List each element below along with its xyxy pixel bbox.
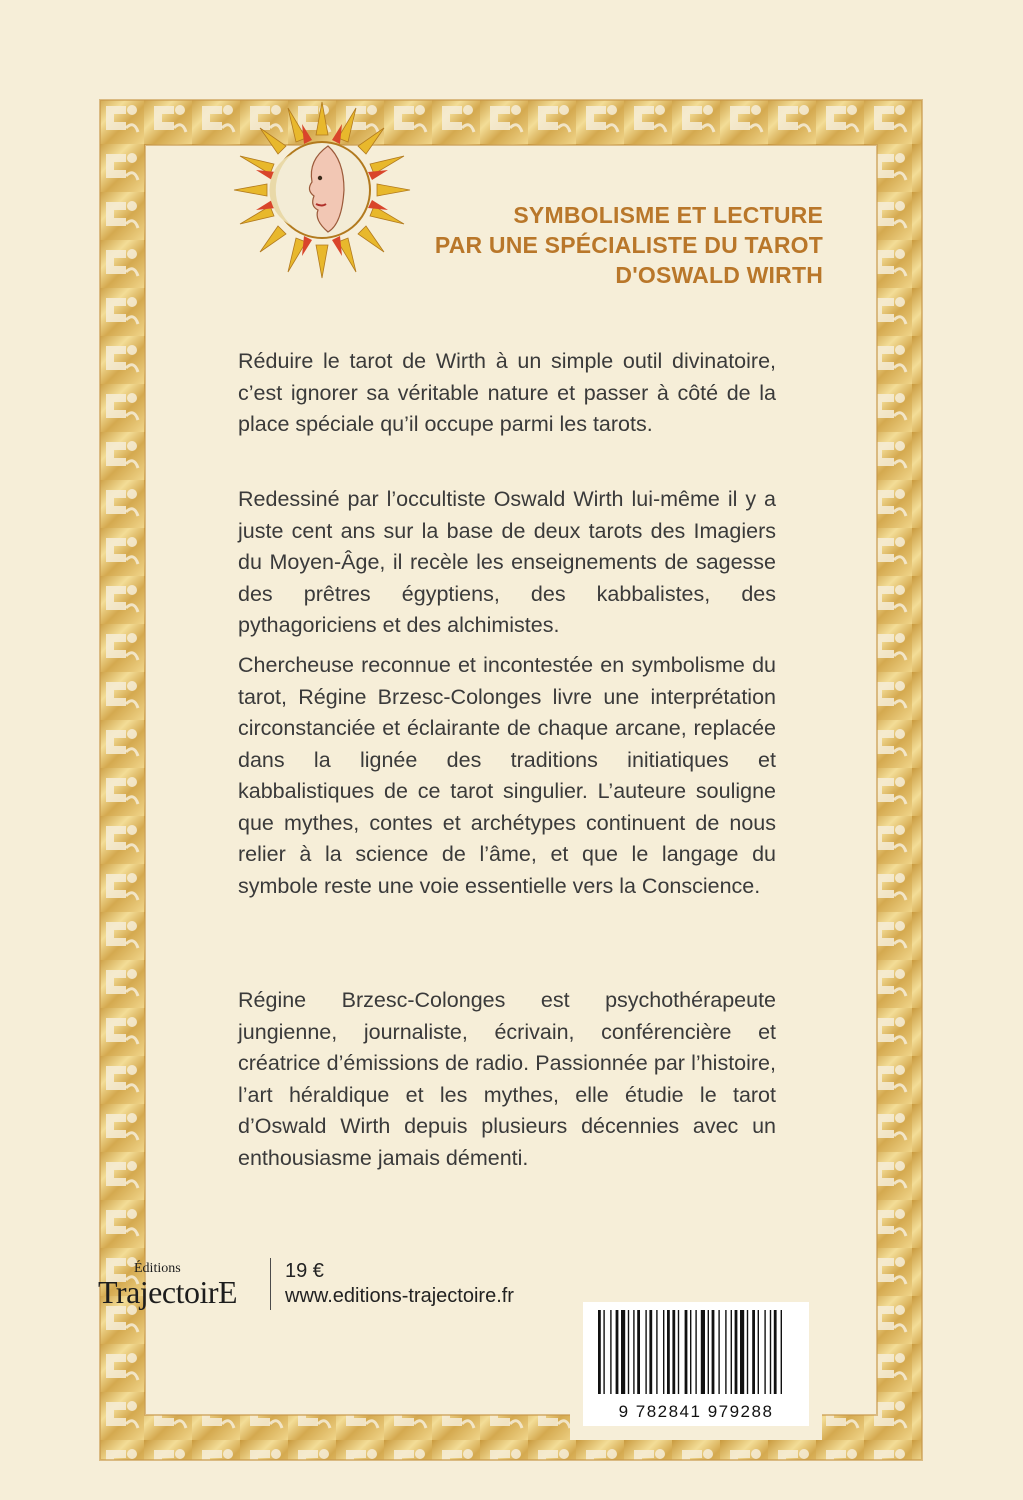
paragraph-text: Redessiné par l’occultiste Oswald Wirth lui-même il y a juste cent ans sur la base de deux tarots des Imagiers du Moyen-Âge, il recèle les enseignements de sagesse des prêtres égyptiens, des kabbalistes, des pythagoriciens et des alchimistes. — [238, 487, 776, 637]
barcode-bar — [685, 1310, 688, 1394]
barcode-bar — [764, 1310, 765, 1394]
barcode-bar — [616, 1310, 619, 1394]
barcode-bar — [781, 1310, 782, 1394]
barcode-bar — [747, 1310, 748, 1394]
barcode-bar — [649, 1310, 652, 1394]
barcode-bar — [678, 1310, 679, 1394]
isbn-number: 9 782841 979288 — [618, 1402, 774, 1421]
publisher-label: Éditions — [134, 1261, 181, 1276]
paragraph-history — [238, 484, 776, 654]
barcode-bar — [667, 1310, 670, 1394]
barcode-bar — [603, 1310, 604, 1394]
divider — [270, 1258, 271, 1310]
barcode-bar — [663, 1310, 664, 1394]
barcode-bar — [610, 1310, 611, 1394]
barcode-bar — [735, 1310, 738, 1394]
barcode-bar — [718, 1310, 719, 1394]
headline-line-1: SYMBOLISME ET LECTURE — [513, 202, 823, 228]
barcode-bar — [695, 1310, 696, 1394]
headline — [303, 200, 823, 290]
barcode-bar — [731, 1310, 732, 1394]
barcode-bar — [598, 1310, 601, 1394]
barcode-bar — [701, 1310, 705, 1394]
barcode-bar — [758, 1310, 759, 1394]
barcode-bar — [752, 1310, 755, 1394]
barcode — [583, 1302, 809, 1426]
barcode-bar — [656, 1310, 657, 1394]
barcode-bar — [637, 1310, 640, 1394]
publisher-name: TrajectoirE — [98, 1274, 238, 1310]
price: 19 € — [285, 1260, 324, 1282]
barcode-bars — [594, 1310, 794, 1404]
headline-line-3: D'OSWALD WIRTH — [615, 262, 823, 288]
paragraph-intro — [238, 346, 776, 453]
barcode-bar — [770, 1310, 771, 1394]
headline-line-2: PAR UNE SPÉCIALISTE DU TAROT — [434, 232, 823, 258]
barcode-bar — [740, 1310, 744, 1394]
paragraph-author-work — [238, 650, 776, 914]
barcode-bar — [712, 1310, 715, 1394]
author-bio: Régine Brzesc-Colonges est psychothérapeute jungienne, journaliste, écrivain, conférencière et créatrice d’émissions de radio. Passionnée par l’histoire, l’art héraldique et les mythes, elle étudie le tarot d’Oswald Wirth depuis plusieurs décennies avec un enthousiasme jamais démenti. — [238, 988, 776, 1170]
barcode-bar — [621, 1310, 625, 1394]
publisher-logo — [98, 1258, 278, 1320]
barcode-bar — [708, 1310, 709, 1394]
barcode-bar — [690, 1310, 691, 1394]
website-link[interactable]: www.editions-trajectoire.fr — [285, 1285, 514, 1307]
paragraph-text: Chercheuse reconnue et incontestée en symbolisme du tarot, Régine Brzesc-Colonges livre une interprétation circonstanciée et éclairante de chaque arcane, replacée dans la lignée des traditions initiatiques et kabbalistiques de ce tarot singulier. L’auteure souligne que mythes, contes et archétypes continuent de nous relier à la science de l’âme, et que le langage du symbole reste une voie essentielle vers la Conscience. — [238, 653, 776, 898]
barcode-bar — [672, 1310, 675, 1394]
barcode-bar — [633, 1310, 634, 1394]
paragraph-text: Réduire le tarot de Wirth à un simple outil divinatoire, c’est ignorer sa véritable nature et passer à côté de la place spéciale qu’il occupe parmi les tarots. — [238, 349, 776, 436]
barcode-bar — [725, 1310, 726, 1394]
barcode-bar — [645, 1310, 646, 1394]
barcode-bar — [628, 1310, 629, 1394]
barcode-bar — [774, 1310, 777, 1394]
